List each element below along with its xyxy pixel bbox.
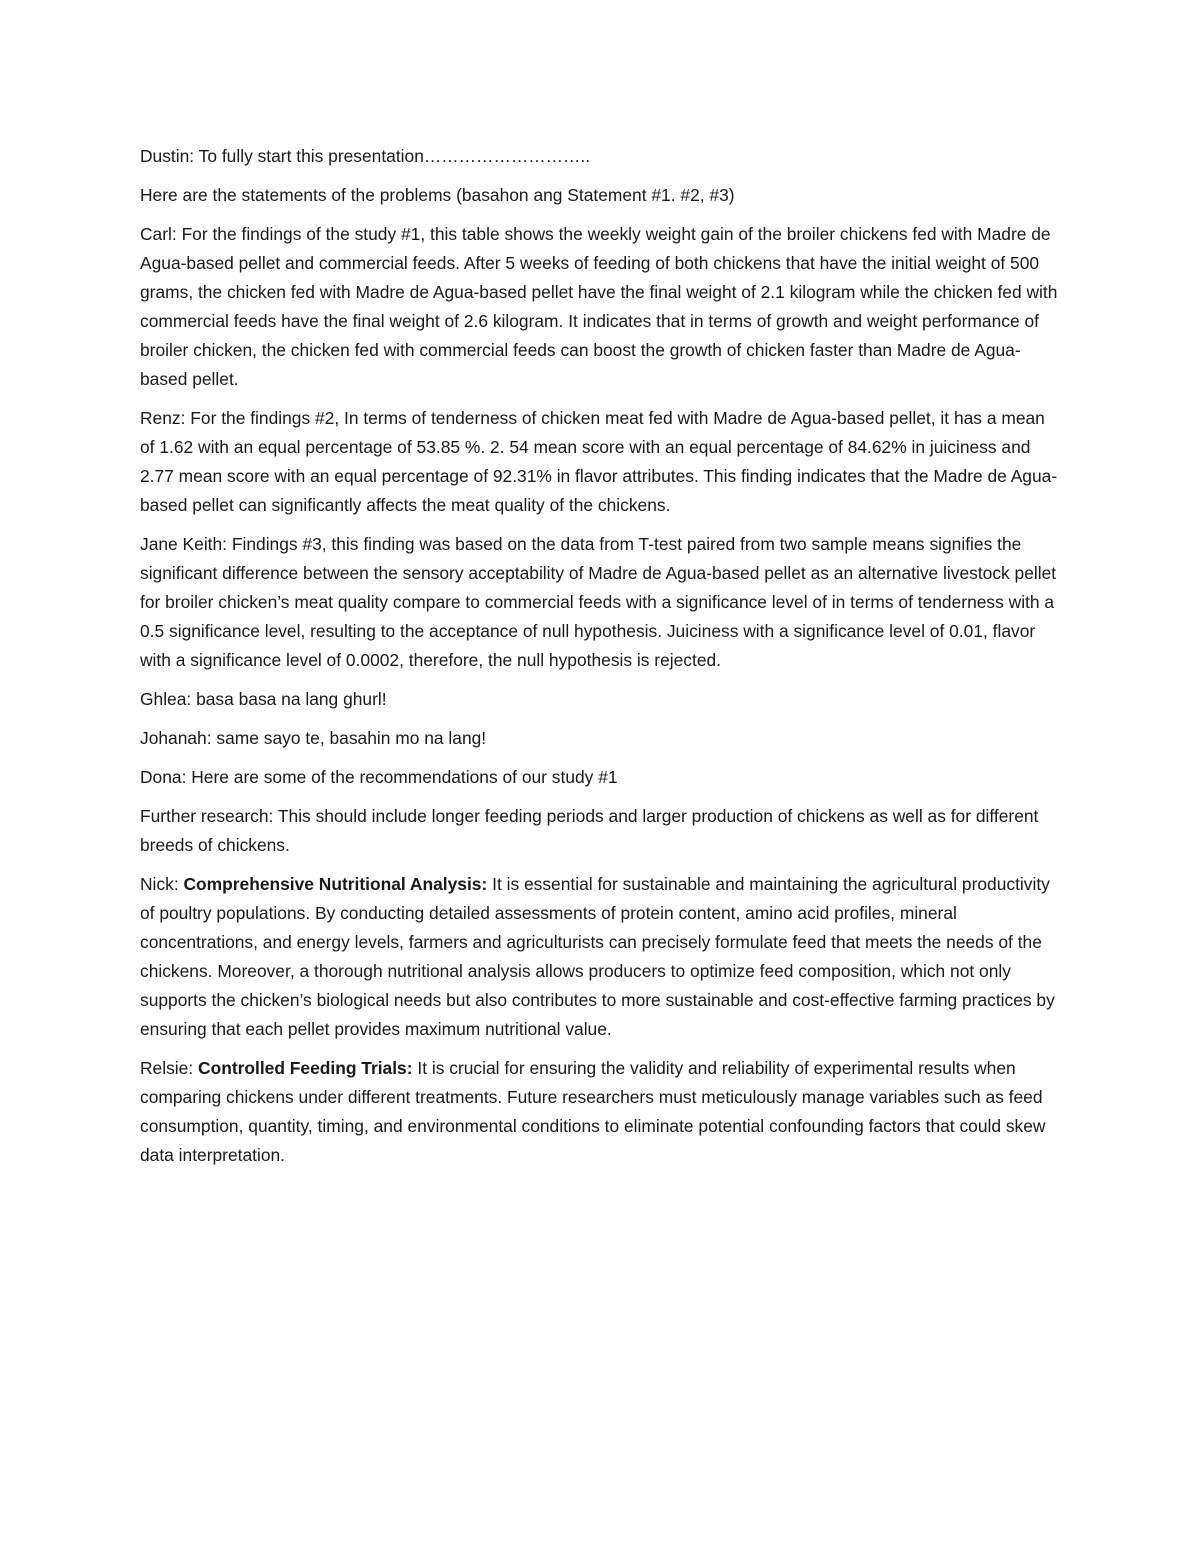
paragraph-text: Findings #3, this finding was based on the data from T-test paired from two sample means signifies the significant difference between the sensory acceptability of Madre de Agua-based pellet as an alternative livestock pellet for broiler chicken’s meat quality compare to commercial feeds with a significance level of in terms of tenderness with a 0.5 significance level, resulting to the acceptance of null hypothesis. Juiciness with a significance level of 0.01, flavor with a significance level of 0.0002, therefore, the null hypothesis is rejected. bbox=[140, 534, 1057, 670]
paragraph-nick bbox=[140, 870, 1060, 1044]
paragraph-text: It is crucial for ensuring the validity and reliability of experimental results when comparing chickens under different treatments. Future researchers must meticulously manage variables such as feed consumption, quantity, timing, and environmental conditions to eliminate potential confounding factors that could skew data interpretation. bbox=[140, 1058, 1046, 1165]
speaker-name: Renz: bbox=[140, 408, 186, 428]
speaker-name: Dona: bbox=[140, 767, 187, 787]
paragraph-text: Here are the statements of the problems (basahon ang Statement #1. #2, #3) bbox=[140, 185, 735, 205]
paragraph-text: It is essential for sustainable and maintaining the agricultural productivity of poultry populations. By conducting detailed assessments of protein content, amino acid profiles, mineral concentrations, and energy levels, farmers and agriculturists can precisely formulate feed that meets the needs of the chickens. Moreover, a thorough nutritional analysis allows producers to optimize feed composition, which not only supports the chicken’s biological needs but also contributes to more sustainable and cost-effective farming practices by ensuring that each pellet provides maximum nutritional value. bbox=[140, 874, 1055, 1039]
recommendation-term: Comprehensive Nutritional Analysis: bbox=[183, 874, 488, 894]
document-body bbox=[140, 142, 1060, 1180]
paragraph-text: basa basa na lang ghurl! bbox=[196, 689, 387, 709]
paragraph-ghlea bbox=[140, 685, 1060, 714]
paragraph-johanah bbox=[140, 724, 1060, 753]
speaker-name: Nick: bbox=[140, 874, 179, 894]
paragraph-text: For the findings of the study #1, this table shows the weekly weight gain of the broiler chickens fed with Madre de Agua-based pellet and commercial feeds. After 5 weeks of feeding of both chickens that have the initial weight of 500 grams, the chicken fed with Madre de Agua-based pellet have the final weight of 2.1 kilogram while the chicken fed with commercial feeds have the final weight of 2.6 kilogram. It indicates that in terms of growth and weight performance of broiler chicken, the chicken fed with commercial feeds can boost the growth of chicken faster than Madre de Agua-based pellet. bbox=[140, 224, 1058, 389]
paragraph-text: same sayo te, basahin mo na lang! bbox=[216, 728, 487, 748]
paragraph-further-research bbox=[140, 802, 1060, 860]
paragraph-statements bbox=[140, 181, 1060, 210]
paragraph-dona bbox=[140, 763, 1060, 792]
speaker-name: Carl: bbox=[140, 224, 177, 244]
paragraph-carl bbox=[140, 220, 1060, 394]
paragraph-text: To fully start this presentation……………………….. bbox=[198, 146, 591, 166]
paragraph-dustin bbox=[140, 142, 1060, 171]
paragraph-relsie bbox=[140, 1054, 1060, 1170]
speaker-name: Relsie: bbox=[140, 1058, 194, 1078]
paragraph-renz bbox=[140, 404, 1060, 520]
recommendation-term: Controlled Feeding Trials: bbox=[198, 1058, 413, 1078]
speaker-name: Ghlea: bbox=[140, 689, 192, 709]
paragraph-text: Here are some of the recommendations of our study #1 bbox=[191, 767, 618, 787]
speaker-name: Jane Keith: bbox=[140, 534, 228, 554]
paragraph-text: Further research: This should include longer feeding periods and larger production of chickens as well as for different breeds of chickens. bbox=[140, 806, 1039, 855]
paragraph-jane-keith bbox=[140, 530, 1060, 675]
paragraph-text: For the findings #2, In terms of tenderness of chicken meat fed with Madre de Agua-based pellet, it has a mean of 1.62 with an equal percentage of 53.85 %. 2. 54 mean score with an equal percentage of 84.62% in juiciness and 2.77 mean score with an equal percentage of 92.31% in flavor attributes. This finding indicates that the Madre de Agua-based pellet can significantly affects the meat quality of the chickens. bbox=[140, 408, 1058, 515]
speaker-name: Johanah: bbox=[140, 728, 212, 748]
speaker-name: Dustin: bbox=[140, 146, 195, 166]
